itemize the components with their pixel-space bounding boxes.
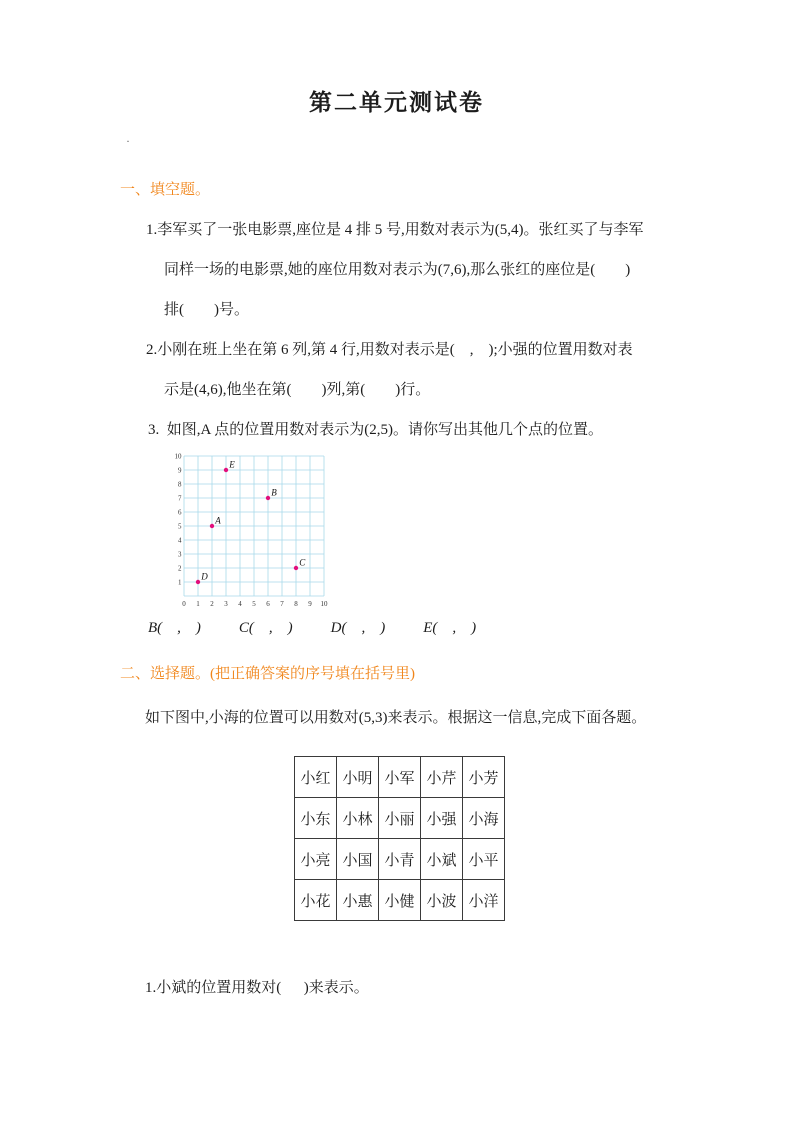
point-label: C: [299, 557, 306, 568]
table-row: [295, 880, 505, 921]
table-cell: 小波: [421, 880, 463, 921]
table-cell: 小红: [295, 757, 337, 798]
data-point: [224, 468, 228, 472]
question-2-line-2: 示是(4,6),他坐在第( )列,第( )行。: [164, 382, 431, 398]
y-tick-label: 7: [178, 494, 182, 503]
point-label: D: [201, 571, 208, 582]
x-tick-label: 2: [210, 600, 214, 608]
x-tick-label: 5: [252, 600, 256, 608]
table-cell: 小强: [421, 798, 463, 839]
x-tick-label: 0: [182, 600, 186, 608]
question-1-line-2: 同样一场的电影票,她的座位用数对表示为(7,6),那么张红的座位是( ): [164, 262, 631, 278]
answer-blank-c: C( , ): [238, 620, 293, 636]
table-cell: 小青: [379, 839, 421, 880]
answer-blank-d: D( , ): [330, 620, 386, 636]
table-cell: 小亮: [295, 839, 337, 880]
data-point: [210, 524, 214, 528]
x-tick-label: 8: [294, 600, 298, 608]
x-tick-label: 10: [320, 600, 328, 608]
section-2-heading: 二、选择题。(把正确答案的序号填在括号里): [120, 666, 415, 682]
answer-blank-e: E( , ): [423, 620, 477, 636]
point-label: B: [271, 487, 277, 498]
answer-blanks-row: [148, 620, 476, 637]
y-tick-label: 3: [178, 550, 182, 559]
x-tick-label: 3: [224, 600, 228, 608]
table-cell: 小平: [463, 839, 505, 880]
table-cell: 小东: [295, 798, 337, 839]
name-table: [294, 756, 505, 921]
y-tick-label: 10: [174, 452, 182, 461]
table-row: [295, 839, 505, 880]
coordinate-grid-chart: [168, 448, 334, 617]
y-tick-label: 1: [178, 578, 182, 587]
table-cell: 小林: [337, 798, 379, 839]
table-cell: 小花: [295, 880, 337, 921]
table-cell: 小斌: [421, 839, 463, 880]
section-1-heading: 一、填空题。: [120, 182, 211, 198]
table-cell: 小军: [379, 757, 421, 798]
table-cell: 小国: [337, 839, 379, 880]
y-tick-label: 9: [178, 466, 182, 475]
y-tick-label: 5: [178, 522, 182, 531]
table-cell: 小健: [379, 880, 421, 921]
question-1-line-1: 1.李军买了一张电影票,座位是 4 排 5 号,用数对表示为(5,4)。张红买了与李军: [146, 222, 644, 238]
page-title: 第二单元测试卷: [309, 90, 484, 115]
x-tick-label: 6: [266, 600, 270, 608]
question-1-line-3: 排( )号。: [164, 302, 249, 318]
x-tick-label: 9: [308, 600, 312, 608]
table-row: [295, 798, 505, 839]
table-row: [295, 757, 505, 798]
data-point: [266, 496, 270, 500]
point-label: A: [215, 515, 221, 526]
y-tick-label: 6: [178, 508, 182, 517]
answer-blank-b: B( , ): [148, 620, 201, 636]
question-3-line: 3. 如图,A 点的位置用数对表示为(2,5)。请你写出其他几个点的位置。: [148, 422, 603, 438]
data-point: [196, 580, 200, 584]
table-cell: 小洋: [463, 880, 505, 921]
y-tick-label: 2: [178, 564, 182, 573]
data-point: [294, 566, 298, 570]
x-tick-label: 4: [238, 600, 242, 608]
section-2-intro: 如下图中,小海的位置可以用数对(5,3)来表示。根据这一信息,完成下面各题。: [145, 710, 647, 726]
table-cell: 小芳: [463, 757, 505, 798]
stray-dot-mark: ·: [126, 134, 130, 148]
coordinate-grid-svg: [168, 448, 334, 612]
section-2-question-1: 1.小斌的位置用数对( )来表示。: [145, 980, 369, 996]
question-2-line-1: 2.小刚在班上坐在第 6 列,第 4 行,用数对表示是( , );小强的位置用数对表: [146, 342, 633, 358]
point-label: E: [229, 459, 235, 470]
table-cell: 小丽: [379, 798, 421, 839]
table-cell: 小芹: [421, 757, 463, 798]
y-tick-label: 4: [178, 536, 182, 545]
table-cell: 小惠: [337, 880, 379, 921]
x-tick-label: 7: [280, 600, 284, 608]
table-cell: 小海: [463, 798, 505, 839]
y-tick-label: 8: [178, 480, 182, 489]
x-tick-label: 1: [196, 600, 200, 608]
table-cell: 小明: [337, 757, 379, 798]
